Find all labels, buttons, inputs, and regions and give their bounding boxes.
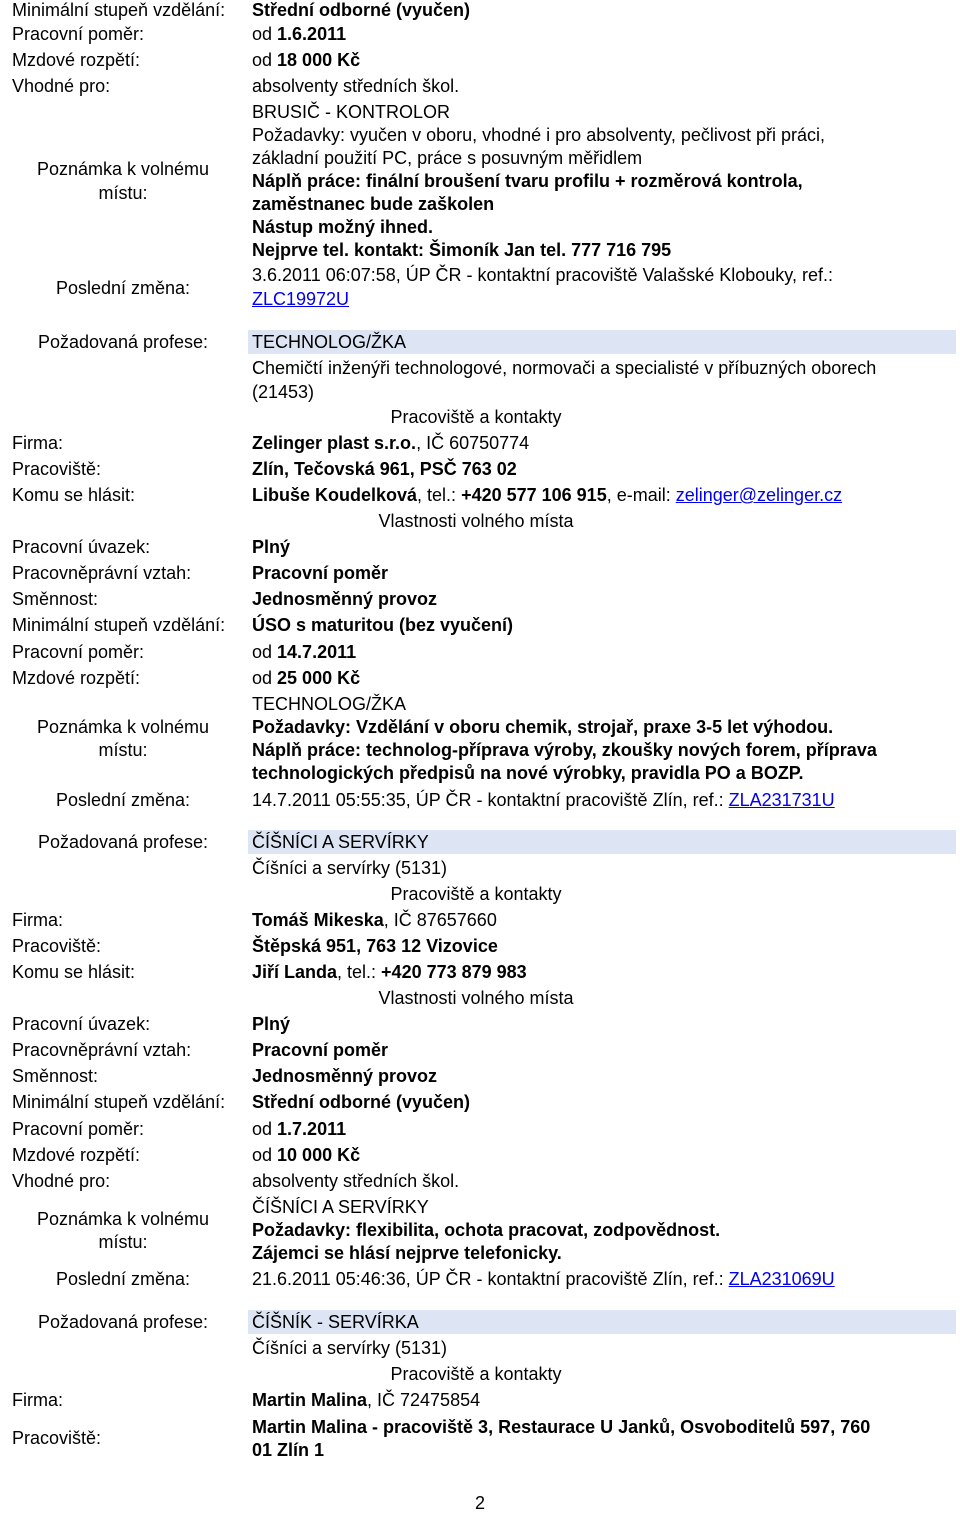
profession-desc: (21453)	[252, 382, 315, 402]
last-change-ref-link[interactable]: ZLA231069U	[728, 1269, 835, 1289]
value-shifts: Jednosměnný provoz	[252, 1066, 438, 1086]
value-salary: od 25 000 Kč	[252, 668, 361, 688]
profession-desc: Chemičtí inženýři technologové, normovači a specialisté v příbuzných oborech	[252, 358, 877, 378]
label-note-line2: místu:	[98, 1232, 148, 1252]
label-salary: Mzdové rozpětí:	[12, 1145, 141, 1165]
note-line: základní použití PC, práce s posuvným měřidlem	[252, 148, 643, 168]
label-legal-relation: Pracovněprávní vztah:	[12, 1040, 192, 1060]
label-profession: Požadovaná profese:	[37, 1312, 209, 1332]
value-suitable-for: absolventy středních škol.	[252, 76, 460, 96]
label-employment: Pracovní poměr:	[12, 24, 145, 44]
value-workplace: Martin Malina - pracoviště 3, Restaurace U Janků, Osvoboditelů 597, 760	[252, 1417, 871, 1437]
profession-title: TECHNOLOG/ŽKA	[252, 332, 407, 352]
value-last-change: 21.6.2011 05:46:36, ÚP ČR - kontaktní pracoviště Zlín, ref.: ZLA231069U	[252, 1269, 835, 1289]
label-min-education: Minimální stupeň vzdělání:	[12, 0, 226, 20]
value-company: Tomáš Mikeska, IČ 87657660	[252, 910, 497, 930]
value-shifts: Jednosměnný provoz	[252, 589, 438, 609]
label-min-education: Minimální stupeň vzdělání:	[12, 615, 226, 635]
section-vacancy-props: Vlastnosti volného místa	[378, 511, 574, 531]
note-line: Náplň práce: finální broušení tvaru profilu + rozměrová kontrola,	[252, 171, 803, 191]
note-line: Požadavky: vyučen v oboru, vhodné i pro absolventy, pečlivost při práci,	[252, 125, 825, 145]
label-salary: Mzdové rozpětí:	[12, 668, 141, 688]
label-workplace: Pracoviště:	[12, 936, 102, 956]
value-work-time: Plný	[252, 1014, 291, 1034]
last-change-ref-link[interactable]: ZLA231731U	[728, 790, 835, 810]
profession-desc: Číšníci a servírky (5131)	[252, 1338, 448, 1358]
note-line: Požadavky: flexibilita, ochota pracovat, zodpovědnost.	[252, 1220, 721, 1240]
profession-title: ČÍŠNÍCI A SERVÍRKY	[252, 832, 429, 852]
label-note-line2: místu:	[98, 740, 148, 760]
label-salary: Mzdové rozpětí:	[12, 50, 141, 70]
label-contact: Komu se hlásit:	[12, 485, 136, 505]
note-line: BRUSIČ - KONTROLOR	[252, 102, 451, 122]
label-legal-relation: Pracovněprávní vztah:	[12, 563, 192, 583]
label-last-change: Poslední změna:	[55, 278, 191, 298]
label-work-time: Pracovní úvazek:	[12, 537, 151, 557]
label-note-line2: místu:	[98, 183, 148, 203]
value-work-time: Plný	[252, 537, 291, 557]
label-shifts: Směnnost:	[12, 589, 99, 609]
label-shifts: Směnnost:	[12, 1066, 99, 1086]
value-contact: Libuše Koudelková, tel.: +420 577 106 915, e-mail: zelinger@zelinger.cz	[252, 485, 843, 505]
note-line: Nástup možný ihned.	[252, 217, 434, 237]
label-company: Firma:	[12, 1390, 63, 1410]
value-suitable-for: absolventy středních škol.	[252, 1171, 460, 1191]
value-employment: od 1.6.2011	[252, 24, 347, 44]
section-workplace-contacts: Pracoviště a kontakty	[390, 1364, 562, 1384]
value-salary: od 10 000 Kč	[252, 1145, 361, 1165]
label-note-line1: Poznámka k volnému	[36, 159, 210, 179]
profession-title: ČÍŠNÍK - SERVÍRKA	[252, 1312, 419, 1332]
label-workplace: Pracoviště:	[12, 1428, 102, 1448]
label-note-line1: Poznámka k volnému	[36, 717, 210, 737]
last-change-ref-link[interactable]: ZLC19972U	[252, 289, 350, 309]
label-contact: Komu se hlásit:	[12, 962, 136, 982]
value-company: Zelinger plast s.r.o., IČ 60750774	[252, 433, 530, 453]
note-line: Zájemci se hlásí nejprve telefonicky.	[252, 1243, 562, 1263]
value-min-education: Střední odborné (vyučen)	[252, 1092, 471, 1112]
note-line: technologických předpisů na nové výrobky, pravidla PO a BOZP.	[252, 763, 804, 783]
label-last-change: Poslední změna:	[55, 790, 191, 810]
profession-desc: Číšníci a servírky (5131)	[252, 858, 448, 878]
value-min-education: ÚSO s maturitou (bez vyučení)	[252, 615, 514, 635]
note-line: Požadavky: Vzdělání v oboru chemik, strojař, praxe 3-5 let výhodou.	[252, 717, 834, 737]
value-last-change: 3.6.2011 06:07:58, ÚP ČR - kontaktní pracoviště Valašské Klobouky, ref.:	[252, 265, 833, 285]
note-line: Náplň práce: technolog-příprava výroby, zkoušky nových forem, příprava	[252, 740, 877, 760]
value-salary: od 18 000 Kč	[252, 50, 361, 70]
note-line: zaměstnanec bude zaškolen	[252, 194, 495, 214]
value-employment: od 14.7.2011	[252, 642, 357, 662]
label-min-education: Minimální stupeň vzdělání:	[12, 1092, 226, 1112]
label-company: Firma:	[12, 910, 63, 930]
label-note-line1: Poznámka k volnému	[36, 1209, 210, 1229]
value-legal-relation: Pracovní poměr	[252, 563, 389, 583]
label-last-change: Poslední změna:	[55, 1269, 191, 1289]
section-workplace-contacts: Pracoviště a kontakty	[390, 884, 562, 904]
email-link[interactable]: zelinger@zelinger.cz	[675, 485, 843, 505]
note-line: TECHNOLOG/ŽKA	[252, 694, 407, 714]
page-number: 2	[474, 1493, 485, 1513]
label-profession: Požadovaná profese:	[37, 332, 209, 352]
value-legal-relation: Pracovní poměr	[252, 1040, 389, 1060]
value-workplace: Štěpská 951, 763 12 Vizovice	[252, 936, 498, 956]
label-suitable-for: Vhodné pro:	[12, 76, 111, 96]
label-suitable-for: Vhodné pro:	[12, 1171, 111, 1191]
label-employment: Pracovní poměr:	[12, 1119, 145, 1139]
value-contact: Jiří Landa, tel.: +420 773 879 983	[252, 962, 527, 982]
note-line: Nejprve tel. kontakt: Šimoník Jan tel. 777 716 795	[252, 240, 672, 260]
label-profession: Požadovaná profese:	[37, 832, 209, 852]
section-workplace-contacts: Pracoviště a kontakty	[390, 407, 562, 427]
value-last-change: 14.7.2011 05:55:35, ÚP ČR - kontaktní pracoviště Zlín, ref.: ZLA231731U	[252, 790, 835, 810]
value-employment: od 1.7.2011	[252, 1119, 347, 1139]
value-min-education: Střední odborné (vyučen)	[252, 0, 471, 20]
label-employment: Pracovní poměr:	[12, 642, 145, 662]
note-line: ČÍŠNÍCI A SERVÍRKY	[252, 1197, 429, 1217]
value-workplace: 01 Zlín 1	[252, 1440, 325, 1460]
value-workplace: Zlín, Tečovská 961, PSČ 763 02	[252, 459, 517, 479]
section-vacancy-props: Vlastnosti volného místa	[378, 988, 574, 1008]
label-work-time: Pracovní úvazek:	[12, 1014, 151, 1034]
value-company: Martin Malina, IČ 72475854	[252, 1390, 481, 1410]
label-company: Firma:	[12, 433, 63, 453]
label-workplace: Pracoviště:	[12, 459, 102, 479]
